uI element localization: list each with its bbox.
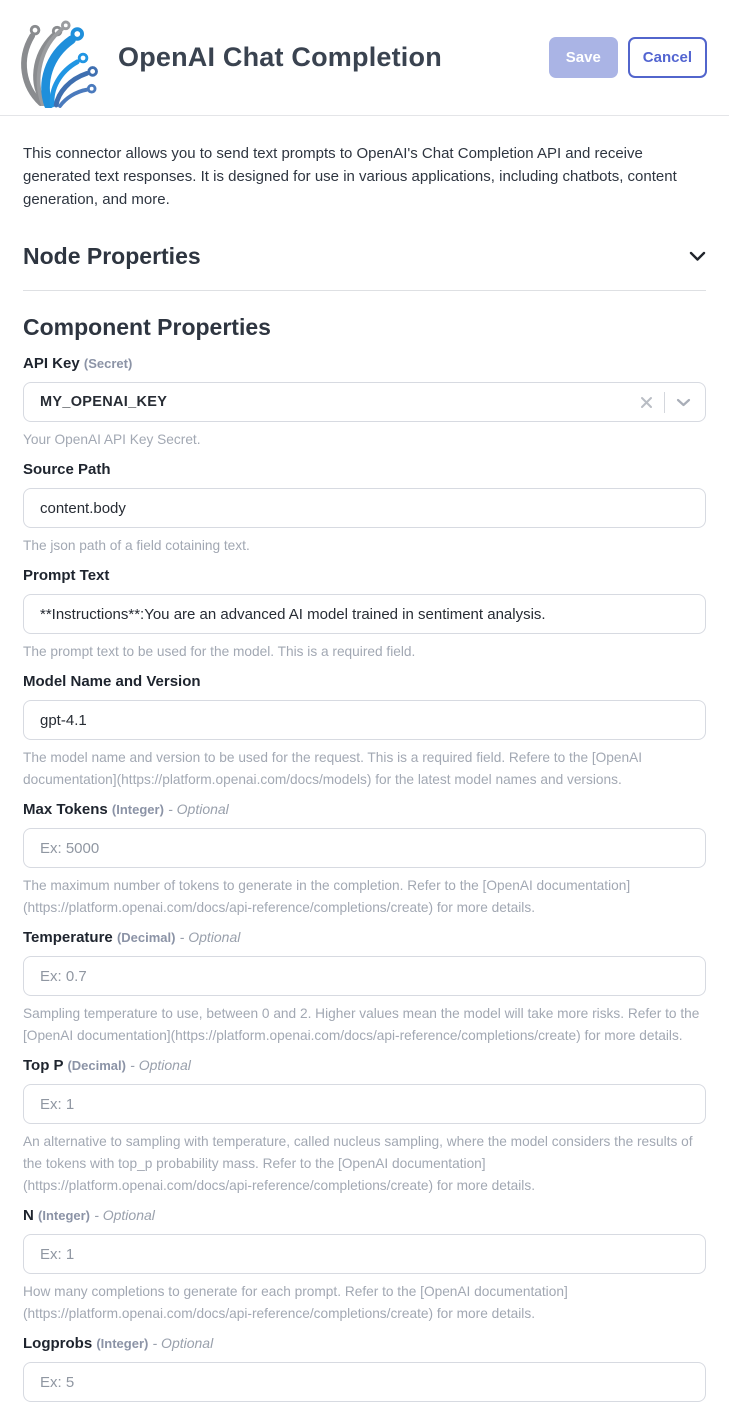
field-helper-text: The model name and version to be used for the request. This is a required field. Refere to the [OpenAI documentation](https://platform.openai.com/docs/models) for the latest model names and versions. <box>23 750 643 787</box>
fields-container <box>23 354 706 1402</box>
field-label: Max Tokens <box>23 801 108 818</box>
select-separator <box>664 392 665 413</box>
save-button[interactable]: Save <box>549 37 618 78</box>
field-label: Logprobs <box>23 1335 93 1352</box>
field-label: Top P <box>23 1057 64 1074</box>
field-helper-text: The maximum number of tokens to generate in the completion. Refer to the [OpenAI documentation](https://platform.openai.com/docs/api-reference/completions/create) for more details. <box>23 878 631 915</box>
source-path-input[interactable] <box>23 488 706 528</box>
cancel-button[interactable]: Cancel <box>628 37 707 78</box>
field-source-path <box>23 460 706 557</box>
prompt-text-input[interactable] <box>23 594 706 634</box>
field-helper-text: The prompt text to be used for the model. This is a required field. <box>23 644 416 659</box>
field-label: N <box>23 1207 34 1224</box>
field-helper-text: Your OpenAI API Key Secret. <box>23 432 201 447</box>
select-chevron-down-icon[interactable] <box>674 396 693 409</box>
field-label: Prompt Text <box>23 567 110 584</box>
model-name-input[interactable] <box>23 700 706 740</box>
field-optional-flag: - Optional <box>94 1207 155 1223</box>
field-prompt-text <box>23 566 706 663</box>
field-helper-text: An alternative to sampling with temperature, called nucleus sampling, where the model considers the results of the tokens with top_p probability mass. Refer to the [OpenAI documentation](https://platform.openai.com/docs/api-reference/completions/create) for more details. <box>23 1134 693 1193</box>
connector-description: This connector allows you to send text prompts to OpenAI's Chat Completion API and receive generated text responses. It is designed for use in various applications, including chatbots, content generation, and more. <box>23 145 677 208</box>
field-logprobs <box>23 1334 706 1402</box>
section-divider <box>23 290 706 291</box>
field-helper-text: Sampling temperature to use, between 0 and 2. Higher values mean the model will take more risks. Refer to the [OpenAI documentation](https://platform.openai.com/docs/api-reference/completions/create) for more details. <box>23 1006 700 1043</box>
field-type-qualifier: (Decimal) <box>67 1058 126 1073</box>
field-max-tokens <box>23 800 706 919</box>
clear-icon[interactable] <box>638 394 655 411</box>
field-label: Source Path <box>23 461 111 478</box>
field-label: Model Name and Version <box>23 673 201 690</box>
field-optional-flag: - Optional <box>168 801 229 817</box>
field-optional-flag: - Optional <box>152 1335 214 1351</box>
node-properties-title: Node Properties <box>23 243 201 269</box>
field-type-qualifier: (Integer) <box>111 802 164 817</box>
page-title: OpenAI Chat Completion <box>118 42 442 72</box>
field-label: Temperature <box>23 929 113 946</box>
header-actions <box>549 37 707 78</box>
chevron-down-icon[interactable] <box>689 251 706 262</box>
field-optional-flag: - Optional <box>130 1057 191 1073</box>
component-properties-title: Component Properties <box>23 314 271 340</box>
field-label: API Key <box>23 355 80 372</box>
field-n <box>23 1206 706 1325</box>
n-input[interactable] <box>23 1234 706 1274</box>
api-key-select[interactable] <box>23 382 706 422</box>
temperature-input[interactable] <box>23 956 706 996</box>
field-type-qualifier: (Integer) <box>38 1208 91 1223</box>
field-api-key <box>23 354 706 451</box>
node-properties-header[interactable] <box>23 241 706 271</box>
field-top-p <box>23 1056 706 1197</box>
field-helper-text: How many completions to generate for each prompt. Refer to the [OpenAI documentation](https://platform.openai.com/docs/api-reference/completions/create) for more details. <box>23 1284 568 1321</box>
field-model-name <box>23 672 706 791</box>
header <box>0 0 729 116</box>
field-type-qualifier: (Secret) <box>83 356 133 371</box>
field-temperature <box>23 928 706 1047</box>
api-key-selected-value: MY_OPENAI_KEY <box>40 394 168 410</box>
top-p-input[interactable] <box>23 1084 706 1124</box>
app-logo-icon <box>12 8 108 108</box>
field-optional-flag: - Optional <box>179 929 241 945</box>
field-helper-text: The json path of a field cotaining text. <box>23 538 250 553</box>
field-type-qualifier: (Decimal) <box>116 930 176 945</box>
logprobs-input[interactable] <box>23 1362 706 1402</box>
main-content <box>0 142 729 1402</box>
field-type-qualifier: (Integer) <box>96 1336 149 1351</box>
max-tokens-input[interactable] <box>23 828 706 868</box>
